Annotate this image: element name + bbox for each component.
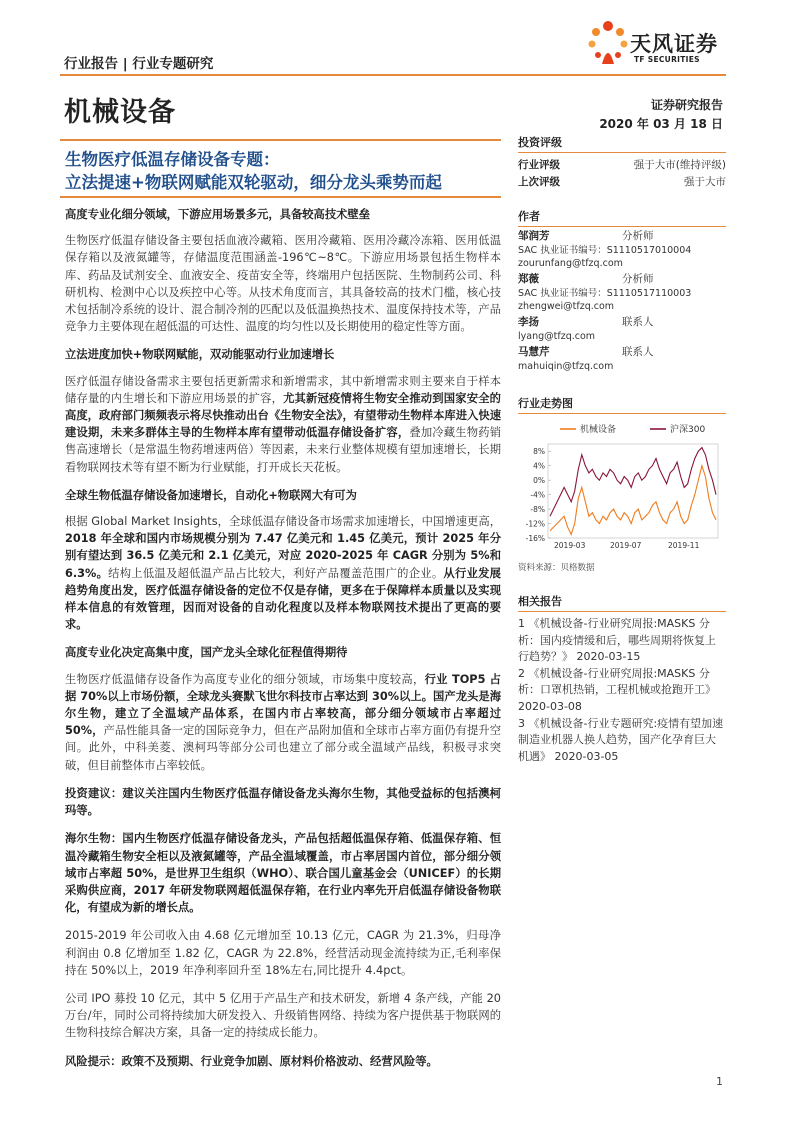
paragraph: 医疗低温存储设备需求主要包括更新需求和新增需求，其中新增需求则主要来自于样本储存量的内生增长和下游应用场景的扩容，尤其新冠疫情将生物安全推动到国家安全的高度，政府部门频频表示将尽快推动出台《生物安全法》，有望带动生物样本库进入快速建设期，未来多群体主导的生物样本库有望带动低温存储设备扩容，叠加冷藏生物药销售高速增长（是常温生物药增速两倍）等因素，未来行业整体规模有望加速增长，长期看物联网技术等有望不断为行业赋能，打开成长天花板。 (65, 374, 501, 474)
trend-chart-svg (518, 420, 726, 556)
section-heading: 高度专业化决定高集中度，国产龙头全球化征程值得期待 (65, 646, 348, 660)
y-tick-label: 0% (533, 476, 545, 486)
paragraph: 2015-2019 年公司收入由 4.68 亿元增加至 10.13 亿元，CAGR 为 21.3%，归母净利润由 0.8 亿增加至 1.82 亿，CAGR 为 22.8%，经营活动现金流持续为正,毛利率保持在 50%以上，2019 年净利率回升至 18%左右,同比提升 4.4pct。 (65, 929, 501, 977)
section-heading: 全球生物低温存储设备加速增长，自动化+物联网大有可为 (65, 488, 357, 502)
report-date: 2020 年 03 月 18 日 (599, 117, 723, 131)
paragraph: 生物医疗低温储存设备作为高度专业化的细分领域，市场集中度较高，行业 TOP5 占据 70%以上市场份额，全球龙头赛默飞世尔科技市占率达到 30%以上。国产龙头是海尔生物，建立了全温域产品体系，在国内市占率较高，部分细分领域市占率超过 50%，产品性能具备一定的国际竞争力，但在产品附加值和全球市占率方面仍有提升空间。此外，中科美菱、澳柯玛等部分公司也建立了部分或全温域产品线，积极寻求突破，但目前整体市占率较低。 (65, 672, 501, 772)
report-title-line2: 立法提速+物联网赋能双轮驱动，细分龙头乘势而起 (65, 173, 442, 192)
section-heading: 立法进度加快+物联网赋能，双动能驱动行业加速增长 (65, 348, 335, 362)
x-tick-label: 2019-07 (610, 541, 642, 550)
author-entry: 邹润芳 分析师 SAC 执业证书编号：S1110517010004 zourunfang@tfzq.com (518, 229, 726, 270)
y-tick-label: -4% (530, 490, 545, 500)
paragraph: 根据 Global Market Insights，全球低温存储设备市场需求加速增长，中国增速更高，2018 年全球和国内市场规模分别为 7.47 亿美元和 1.45 亿美元，预计 2025 年分别有望达到 36.5 亿美元和 2.1 亿美元，对应 2020-2025 年 CAGR 分别为 5%和 6.3%。结构上低温及超低温产品占比较大，利好产品覆盖范围广的企业。从行业发展趋势角度出发，医疗低温存储设备的定位不仅是存储，更多在于保障样本质量以及实现样本信息的有效管理，因而对设备的自动化程度以及样本物联网技术提出了更高的要求。 (65, 515, 501, 632)
author-email[interactable]: lyang@tfzq.com (518, 331, 596, 342)
company-logo (586, 18, 736, 70)
plot-frame (548, 444, 718, 538)
y-tick-label: -8% (530, 505, 545, 515)
related-report-link[interactable]: 3 《机械设备-行业专题研究:疫情有望加速制造业机器人换人趋势，国产化孕育巨大机遇》 2020-03-05 (518, 716, 724, 763)
title-bottom-divider (60, 196, 501, 198)
y-tick-label: 8% (533, 447, 545, 457)
rating-section-title: 投资评级 (518, 134, 726, 153)
related-report-link[interactable]: 2 《机械设备-行业研究周报:MASKS 分析：口罩机热销，工程机械或抢跑开工》 2020-03-08 (518, 666, 716, 713)
x-tick-label: 2019-03 (554, 541, 586, 550)
author-email[interactable]: mahuiqin@tfzq.com (518, 361, 614, 372)
industry-rating: 行业评级 强于大市(维持评级) (518, 159, 726, 171)
y-tick-label: -12% (525, 519, 545, 529)
related-section-title: 相关报告 (518, 593, 726, 612)
report-title-line1: 生物医疗低温存储设备专题： (65, 150, 280, 169)
section-heading: 高度专业化细分领域，下游应用场景多元，具备较高技术壁垒 (65, 208, 371, 221)
y-tick-label: 4% (533, 461, 545, 471)
logo-subtitle: TF SECURITIES (634, 55, 700, 64)
author-email[interactable]: zhengwei@tfzq.com (518, 301, 615, 312)
paragraph: 公司 IPO 募投 10 亿元，其中 5 亿用于产品生产和技术研发，新增 4 条产线，产能 20 万台/年，同时公司将持续加大研发投入、升级销售网络、持续为客户提供基于物联网的生物科技综合解决方案，具备一定的持续成长能力。 (65, 991, 501, 1040)
title-top-divider (60, 139, 501, 141)
header-divider (60, 74, 726, 76)
chart-section-title: 行业走势图 (518, 395, 726, 414)
trend-chart (518, 420, 726, 559)
author-email[interactable]: zourunfang@tfzq.com (518, 258, 623, 269)
y-tick-label: -16% (525, 534, 545, 543)
paragraph: 生物医疗低温存储设备主要包括血液冷藏箱、医用冷藏箱、医用冷藏冷冻箱、医用低温保存箱以及液氮罐等，存储温度范围涵盖-196℃~8℃。下游应用场景包括生物样本库、药品及试剂安全、血液安全、疫苗安全等，终端用户包括医院、生物制药公司、科研机构、检测中心以及疾控中心等。从技术角度而言，其具备较高的技术门槛，核心技术包括制冷系统的设计、混合制冷剂的匹配以及低温换热技术、温度保持技术等，产品竞争力主要体现在超低温的可达性、温度的均匀性以及长期使用的稳定性等方面。 (65, 234, 501, 334)
chart-source: 资料来源：贝格数据 (518, 563, 595, 573)
authors-section-title: 作者 (518, 208, 726, 227)
author-entry: 马慧芹 联系人 mahuiqin@tfzq.com (518, 345, 726, 373)
series-line (550, 466, 716, 535)
previous-rating: 上次评级 强于大市 (518, 176, 726, 188)
x-tick-label: 2019-11 (668, 541, 700, 550)
legend-label: 沪深300 (670, 425, 706, 435)
main-body (65, 206, 501, 1081)
author-entry: 郑薇 分析师 SAC 执业证书编号：S1110517110003 zhengwei@tfzq.com (518, 272, 726, 313)
investment-advice: 投资建议：建议关注国内生物医疗低温存储设备龙头海尔生物，其他受益标的包括澳柯玛等。 (65, 786, 501, 818)
report-type: 证券研究报告 (650, 98, 723, 112)
risk-warning: 风险提示：政策不及预期、行业竞争加剧、原材料价格波动、经营风险等。 (65, 1054, 438, 1068)
company-summary: 海尔生物：国内生物医疗低温存储设备龙头，产品包括超低温保存箱、低温保存箱、恒温冷藏箱生物安全柜以及液氮罐等，产品全温域覆盖，市占率居国内首位，部分细分领域市占率超 50%，是世界卫生组织（WHO）、联合国儿童基金会（UNICEF）的长期采购供应商，2017 年研发物联网超低温保存箱，在行业内率先开启低温存储设备物联化，有望成为新的增长点。 (65, 832, 501, 915)
legend-label: 机械设备 (580, 425, 617, 435)
logo-name: 天风证券 (630, 32, 718, 56)
author-entry: 李扬 联系人 lyang@tfzq.com (518, 315, 726, 343)
page-number: 1 (716, 1075, 723, 1088)
related-report-link[interactable]: 1 《机械设备-行业研究周报:MASKS 分析：国内疫情缓和后，哪些周期将恢复上行趋势？》 2020-03-15 (518, 617, 716, 664)
sector-title: 机械设备 (64, 97, 176, 128)
related-reports (518, 616, 726, 765)
report-category: 行业报告 | 行业专题研究 (64, 56, 214, 72)
logo-mark-icon (586, 18, 630, 70)
sidebar (518, 134, 726, 765)
